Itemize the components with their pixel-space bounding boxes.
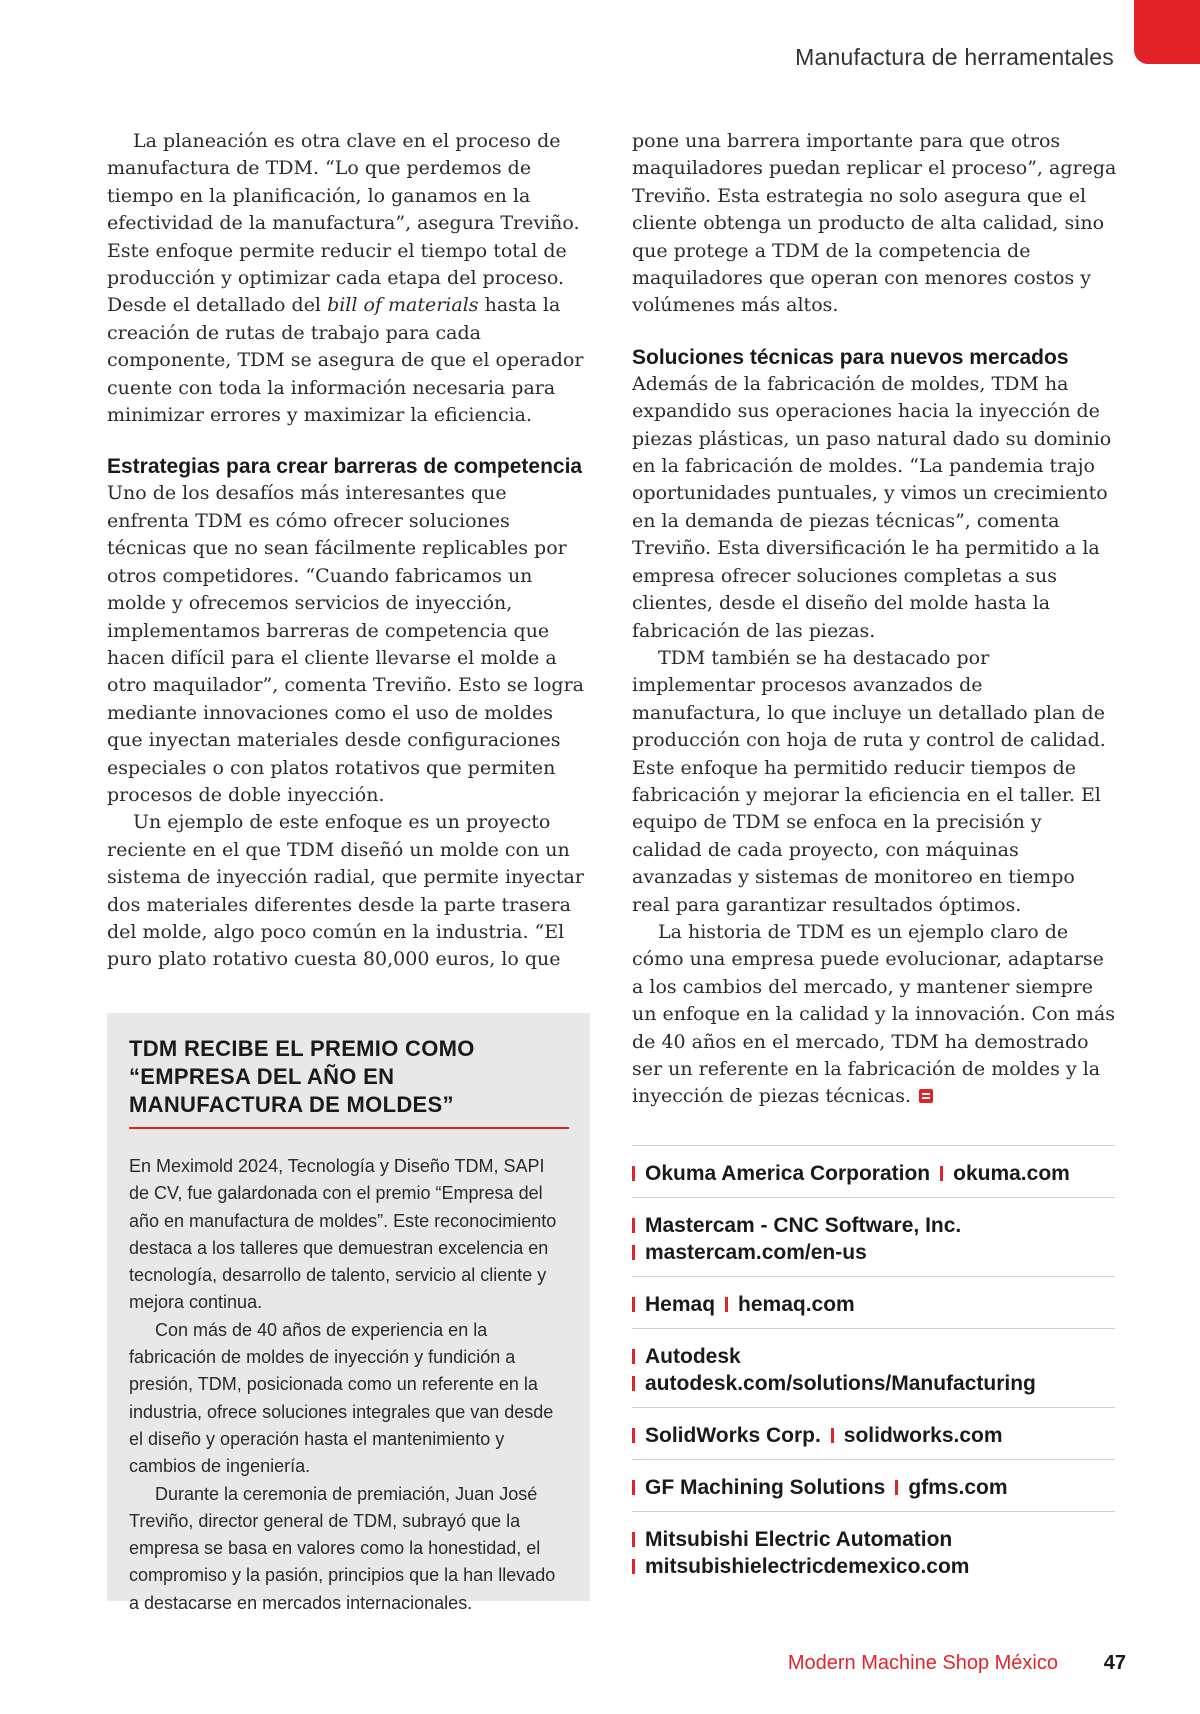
red-bar-icon (895, 1480, 898, 1495)
section-title: Manufactura de herramentales (795, 44, 1114, 70)
red-bar-icon (632, 1297, 635, 1312)
supplier-list (632, 1145, 1115, 1590)
paragraph: TDM también se ha destacado por implementar procesos avanzados de manufactura, lo que incluye un detallado plan de producción con hoja de ruta y control de calidad. Este enfoque ha permitido reducir tiempos de fabricación y mejorar la eficiencia en el taller. El equipo de TDM se enfoca en la precisión y calidad de cada proyecto, con máquinas avanzadas y sistemas de monitoreo en tiempo real para garantizar resultados óptimos. (632, 646, 1106, 916)
supplier-item (632, 1512, 1115, 1590)
red-bar-icon (831, 1428, 834, 1443)
red-bar-icon (632, 1376, 635, 1391)
sidebar-paragraph: En Meximold 2024, Tecnología y Diseño TDM, SAPI de CV, fue galardonada con el premio “Empresa del año en manufactura de moldes”. Este reconocimiento destaca a los talleres que demuestran excelencia en tecnología, desarrollo de talento, servicio al cliente y mejora continua. (129, 1156, 557, 1313)
supplier-item (632, 1408, 1115, 1460)
red-bar-icon (632, 1559, 635, 1574)
supplier-name: Hemaq (645, 1293, 716, 1316)
sidebar-paragraph: Con más de 40 años de experiencia en la fabricación de moldes de inyección y fundición a presión, TDM, posicionada como un referente en la industria, ofrece soluciones integrales que van desde el diseño y operación hasta el mantenimiento y cambios de ingeniería. (129, 1319, 554, 1477)
supplier-item (632, 1146, 1115, 1198)
sidebar-title: TDM RECIBE EL PREMIO COMO “EMPRESA DEL AÑO EN MANUFACTURA DE MOLDES” (129, 1035, 569, 1129)
red-bar-icon (725, 1297, 728, 1312)
red-bar-icon (632, 1349, 635, 1364)
red-bar-icon (632, 1428, 635, 1443)
paragraph: pone una barrera importante para que otros maquiladores puedan replicar el proceso”, agrega Treviño. Esta estrategia no solo asegura que el cliente obtenga un producto de alta calidad, sino que protege a TDM de la competencia de maquiladores que operan con menores costos y volúmenes más altos. (632, 130, 1117, 317)
supplier-link[interactable]: mastercam.com/en-us (645, 1241, 867, 1264)
left-column (107, 128, 592, 974)
supplier-link[interactable]: gfms.com (908, 1476, 1008, 1499)
red-bar-icon (632, 1480, 635, 1495)
supplier-name: GF Machining Solutions (645, 1476, 886, 1499)
supplier-name: Okuma America Corporation (645, 1162, 931, 1185)
red-bar-icon (632, 1245, 635, 1260)
supplier-name: Autodesk (645, 1345, 741, 1368)
article-end-icon (919, 1089, 933, 1103)
supplier-item (632, 1198, 1115, 1277)
red-bar-icon (632, 1532, 635, 1547)
sidebar-paragraph: Durante la ceremonia de premiación, Juan José Treviño, director general de TDM, subrayó que la empresa se basa en valores como la honestidad, el compromiso y la pasión, principios que la han llevado a destacarse en mercados internacionales. (129, 1483, 556, 1613)
supplier-item (632, 1460, 1115, 1512)
red-bar-icon (632, 1166, 635, 1181)
paragraph: Uno de los desafíos más interesantes que enfrenta TDM es cómo ofrecer soluciones técnicas que no sean fácilmente replicables por otros competidores. “Cuando fabricamos un molde y ofrecemos servicios de inyección, implementamos barreras de competencia que hacen difícil para el cliente llevarse el molde a otro maquilador”, comenta Treviño. Esto se logra mediante innovaciones como el uso de moldes que inyectan materiales desde configuraciones especiales o con platos rotativos que permiten procesos de doble inyección. (107, 482, 585, 806)
supplier-name: Mitsubishi Electric Automation (645, 1528, 953, 1551)
subheading: Estrategias para crear barreras de competencia (107, 455, 583, 479)
supplier-link[interactable]: autodesk.com/solutions/Manufacturing (645, 1372, 1036, 1395)
supplier-item (632, 1329, 1115, 1408)
section-color-tab (1134, 0, 1200, 64)
red-bar-icon (940, 1166, 943, 1181)
supplier-link[interactable]: solidworks.com (843, 1424, 1003, 1447)
supplier-link[interactable]: mitsubishielectricdemexico.com (645, 1555, 970, 1578)
supplier-item (632, 1277, 1115, 1329)
award-sidebar (107, 1013, 590, 1613)
supplier-name: SolidWorks Corp. (645, 1424, 821, 1447)
supplier-link[interactable]: hemaq.com (738, 1293, 855, 1316)
subheading: Soluciones técnicas para nuevos mercados (632, 345, 1069, 369)
supplier-name: Mastercam - CNC Software, Inc. (645, 1214, 962, 1237)
paragraph: Además de la fabricación de moldes, TDM ha expandido sus operaciones hacia la inyección de piezas plásticas, un paso natural dado su dominio en la fabricación de moldes. “La pandemia trajo oportunidades puntuales, y vimos un crecimiento en la demanda de piezas técnicas”, comenta Treviño. Esta diversificación le ha permitido a la empresa ofrecer soluciones completas a sus clientes, desde el diseño del molde hasta la fabricación de las piezas. (632, 372, 1112, 642)
supplier-link[interactable]: okuma.com (953, 1162, 1070, 1185)
paragraph: La planeación es otra clave en el proceso de manufactura de TDM. “Lo que perdemos de tiempo en la planificación, lo ganamos en la efectividad de la manufactura”, asegura Treviño. Este enfoque permite reducir el tiempo total de producción y optimizar cada etapa del proceso. Desde el detallado del bill of materials hasta la creación de rutas de trabajo para cada componente, TDM se asegura de que el operador cuente con toda la información necesaria para minimizar errores y maximizar la eficiencia. (107, 130, 584, 427)
page-number: 47 (1103, 1652, 1126, 1674)
paragraph: La historia de TDM es un ejemplo claro de cómo una empresa puede evolucionar, adaptarse a los cambios del mercado, y mantener siempre un enfoque en la calidad y la innovación. Con más de 40 años en el mercado, TDM ha demostrado ser un referente en la fabricación de moldes y la inyección de piezas técnicas. (632, 920, 1116, 1108)
magazine-name: Modern Machine Shop México (787, 1652, 1058, 1674)
red-bar-icon (632, 1218, 635, 1233)
paragraph: Un ejemplo de este enfoque es un proyecto reciente en el que TDM diseñó un molde con un sistema de inyección radial, que permite inyectar dos materiales diferentes desde la parte trasera del molde, algo poco común en la industria. “El puro plato rotativo cuesta 80,000 euros, lo que (107, 811, 584, 971)
right-column (632, 128, 1117, 1111)
